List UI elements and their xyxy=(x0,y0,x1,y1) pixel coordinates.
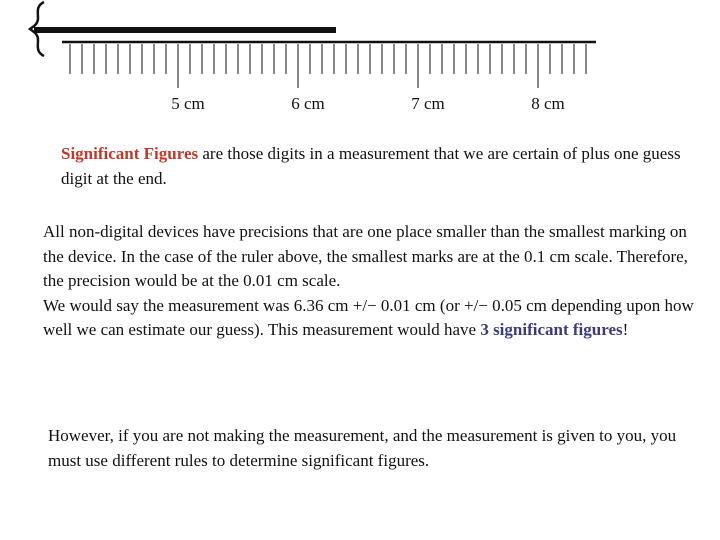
rules-paragraph: However, if you are not making the measurement, and the measurement is given to you, you must use different rules to determine significant figures. xyxy=(48,426,677,470)
three-sig-figs-highlight: 3 significant figures xyxy=(480,320,623,339)
definition-text: are those digits in a measurement that we are certain of plus one guess digit at the end. xyxy=(61,144,681,188)
precision-paragraph xyxy=(43,220,703,343)
definition-paragraph xyxy=(61,142,701,191)
measured-object-bar xyxy=(34,27,336,33)
ruler-label-7cm: 7 cm xyxy=(411,94,445,113)
ruler-label-5cm: 5 cm xyxy=(171,94,205,113)
exclamation: ! xyxy=(622,320,629,339)
precision-text: All non-digital devices have precisions that are one place smaller than the smallest marking on the device. In the case of the ruler above, the smallest marks are at the 0.1 cm scale. Therefore, the precision would be at the 0.01 cm scale. xyxy=(43,222,688,290)
ruler-label-6cm: 6 cm xyxy=(291,94,325,113)
ruler-diagram xyxy=(0,0,720,130)
significant-figures-term: Significant Figures xyxy=(61,144,199,163)
ruler-tick-marks xyxy=(70,44,586,88)
measurement-text: We would say the measurement was 6.36 cm +/− 0.01 cm (or +/− 0.05 cm depending upon how well we can estimate our guess). This measurement would have xyxy=(43,295,694,339)
ruler-label-8cm: 8 cm xyxy=(531,94,565,113)
